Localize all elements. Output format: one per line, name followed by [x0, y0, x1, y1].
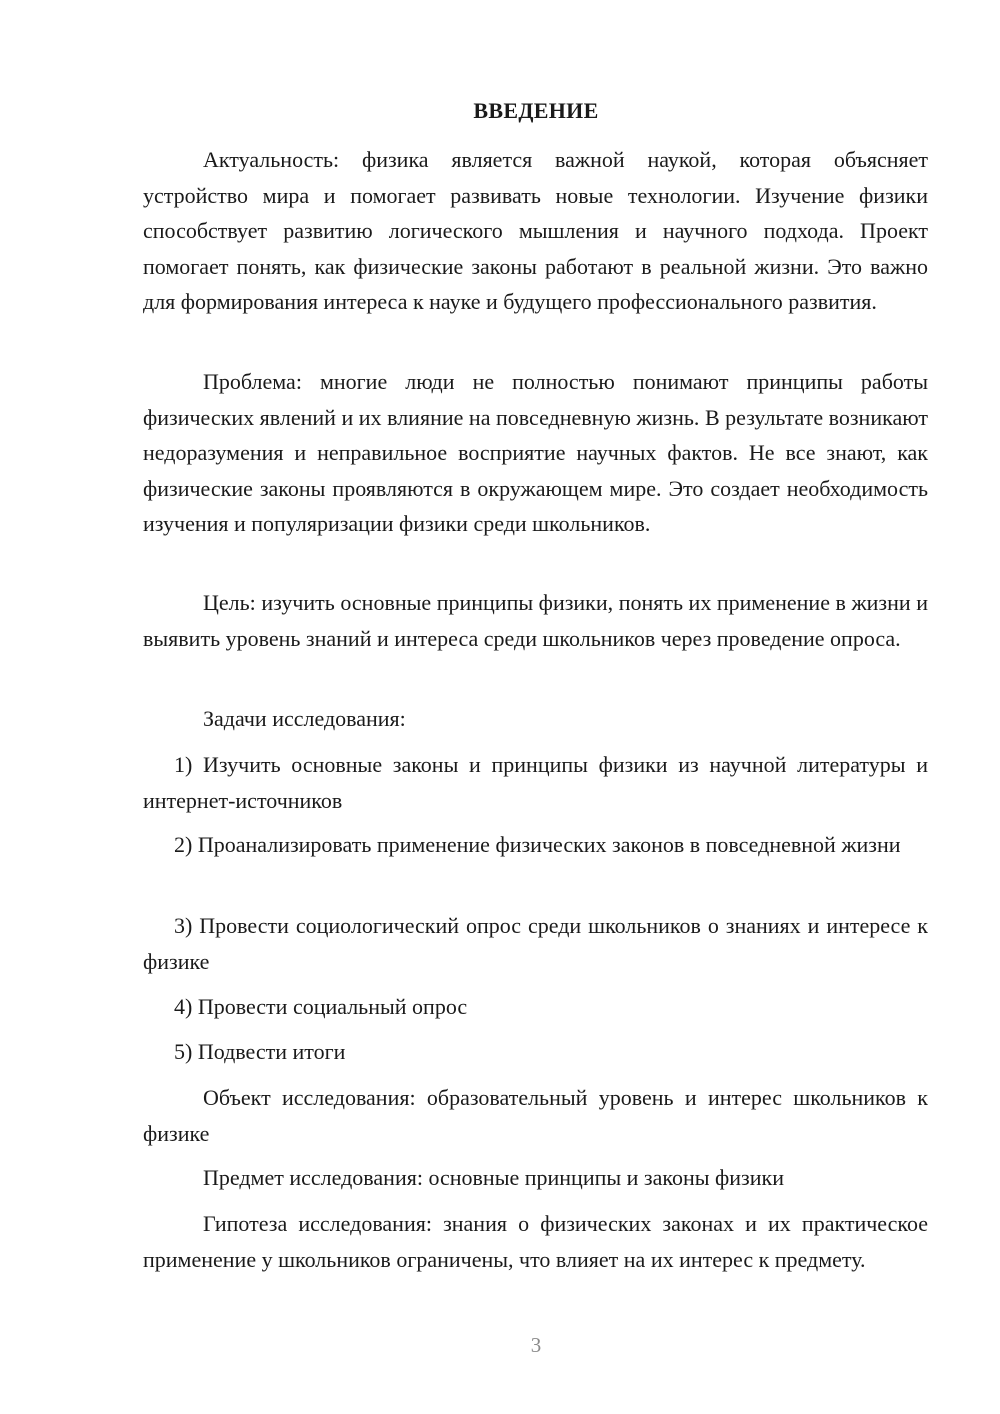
section-title: ВВЕДЕНИЕ: [473, 98, 599, 123]
relevance-paragraph: Актуальность: физика является важной наукой, которая объясняет устройство мира и помогает развивать новые технологии. Изучение физики способствует развитию логического мышления и научного подхода. Проект помогает понять, как физические законы работают в реальной жизни. Это важно для формирования интереса к науке и будущего профессионального развития.: [143, 147, 928, 314]
page-number: 3: [530, 1333, 542, 1357]
task-item-2: 2) Проанализировать применение физических законов в повседневной жизни: [174, 832, 901, 857]
subject-paragraph: Предмет исследования: основные принципы и законы физики: [203, 1165, 784, 1190]
hypothesis-paragraph: Гипотеза исследования: знания о физических законах и их практическое применение у школьников ограничены, что влияет на их интерес к предмету.: [143, 1211, 928, 1272]
task-item-1: 1) Изучить основные законы и принципы физики из научной литературы и интернет-источников: [143, 752, 928, 813]
object-paragraph: Объект исследования: образовательный уровень и интерес школьников к физике: [143, 1085, 928, 1146]
tasks-heading: Задачи исследования:: [203, 706, 406, 731]
task-item-4: 4) Провести социальный опрос: [174, 994, 468, 1019]
task-item-5: 5) Подвести итоги: [174, 1039, 346, 1064]
problem-paragraph: Проблема: многие люди не полностью понимают принципы работы физических явлений и их влияние на повседневную жизнь. В результате возникают недоразумения и неправильное восприятие научных фактов. Не все знают, как физические законы проявляются в окружающем мире. Это создает необходимость изучения и популяризации физики среди школьников.: [143, 369, 928, 536]
task-item-3: 3) Провести социологический опрос среди школьников о знаниях и интересе к физике: [143, 913, 928, 974]
goal-paragraph: Цель: изучить основные принципы физики, понять их применение в жизни и выявить уровень знаний и интереса среди школьников через проведение опроса.: [143, 590, 928, 651]
